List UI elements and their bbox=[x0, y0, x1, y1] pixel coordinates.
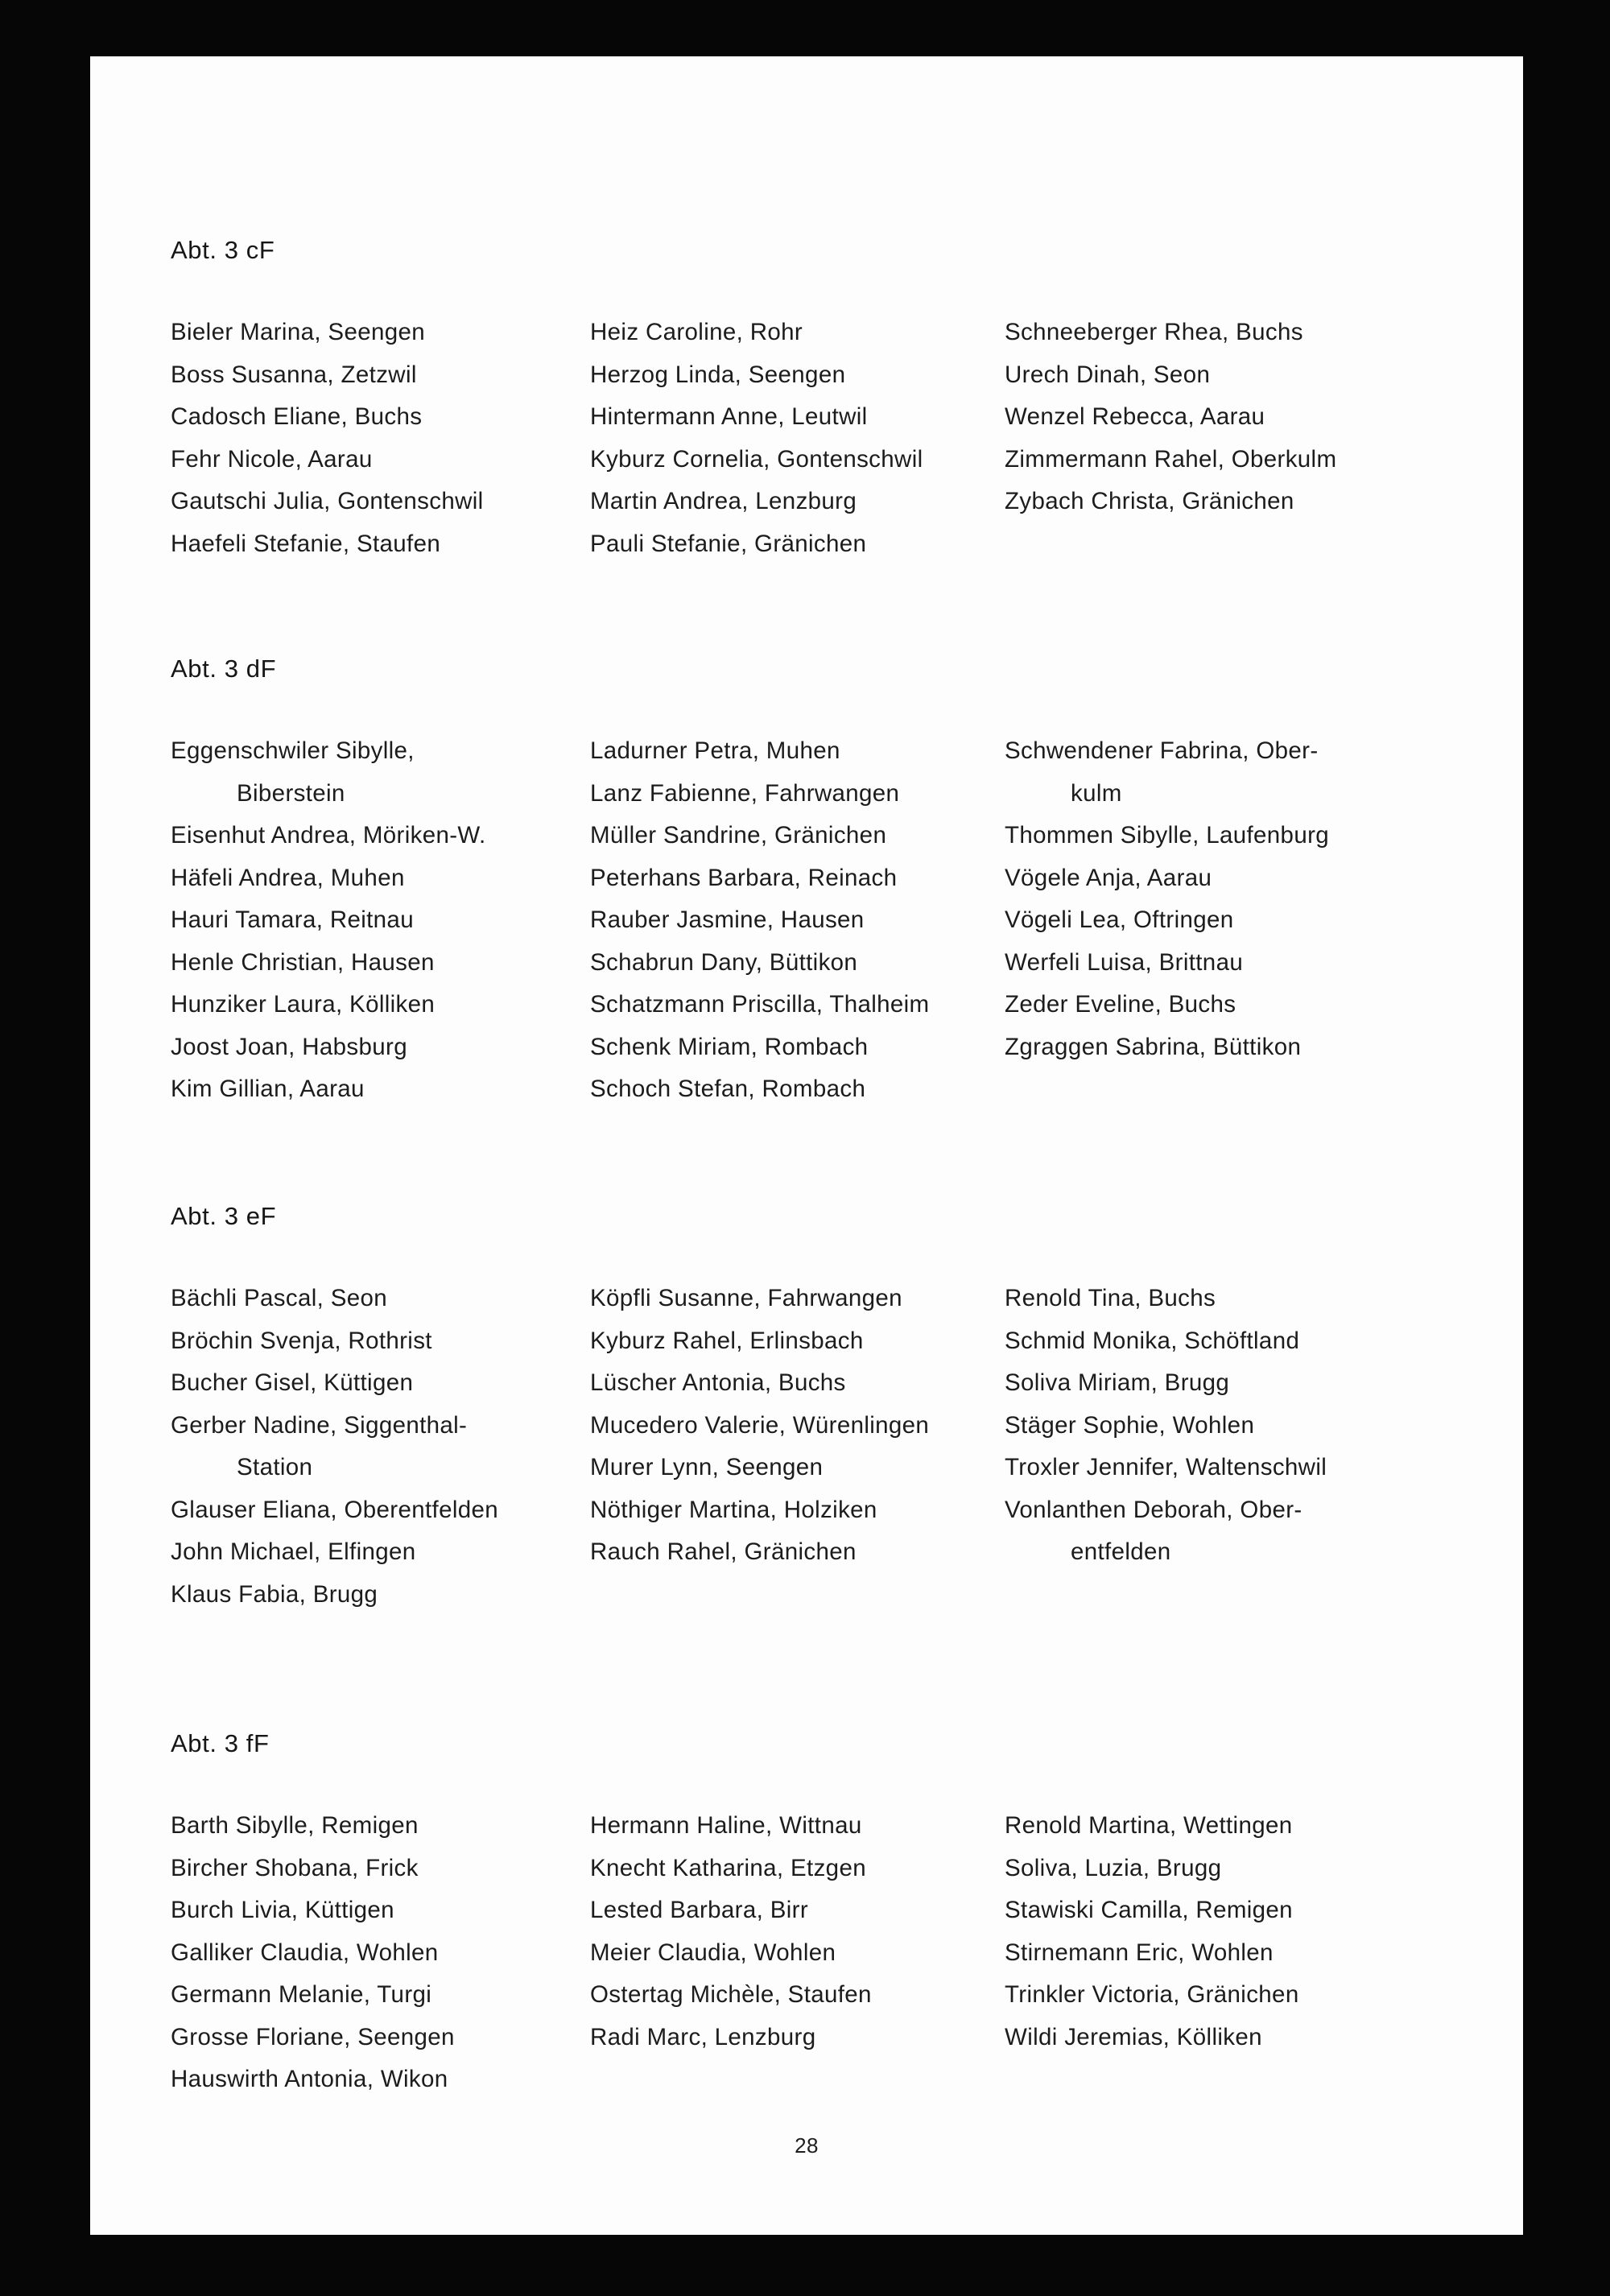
person-entry: Werfeli Luisa, Brittnau bbox=[1005, 948, 1244, 976]
person-entry: Eggenschwiler Sibylle, bbox=[171, 737, 415, 764]
person-entry: Lanz Fabienne, Fahrwangen bbox=[590, 779, 900, 807]
person-entry: Radi Marc, Lenzburg bbox=[590, 2023, 816, 2050]
person-entry: Hintermann Anne, Leutwil bbox=[590, 403, 868, 430]
person-entry: Ostertag Michèle, Staufen bbox=[590, 1981, 872, 2008]
person-entry: Schenk Miriam, Rombach bbox=[590, 1033, 869, 1060]
person-entry: Zybach Christa, Gränichen bbox=[1005, 488, 1294, 514]
document-page bbox=[90, 56, 1523, 2235]
person-entry: Bircher Shobana, Frick bbox=[171, 1854, 419, 1881]
name-column bbox=[1005, 730, 1423, 1068]
person-entry: Kyburz Cornelia, Gontenschwil bbox=[590, 445, 923, 473]
name-column bbox=[590, 1278, 1009, 1574]
person-entry: Bächli Pascal, Seon bbox=[171, 1285, 388, 1311]
person-entry: Bröchin Svenja, Rothrist bbox=[171, 1327, 432, 1354]
person-entry: Soliva, Luzia, Brugg bbox=[1005, 1854, 1222, 1881]
person-entry: Pauli Stefanie, Gränichen bbox=[590, 530, 867, 557]
name-column bbox=[590, 312, 1009, 565]
person-entry: Henle Christian, Hausen bbox=[171, 948, 435, 976]
person-entry: Renold Tina, Buchs bbox=[1005, 1285, 1216, 1311]
name-column bbox=[171, 1805, 589, 2101]
person-entry: Gautschi Julia, Gontenschwil bbox=[171, 488, 484, 514]
person-entry: Nöthiger Martina, Holziken bbox=[590, 1496, 877, 1523]
person-entry: Germann Melanie, Turgi bbox=[171, 1981, 432, 2008]
person-entry: Trinkler Victoria, Gränichen bbox=[1005, 1981, 1299, 2008]
person-entry: Fehr Nicole, Aarau bbox=[171, 445, 373, 473]
person-entry: Wildi Jeremias, Kölliken bbox=[1005, 2023, 1262, 2050]
person-entry: Troxler Jennifer, Waltenschwil bbox=[1005, 1454, 1327, 1480]
person-entry: Kim Gillian, Aarau bbox=[171, 1076, 365, 1102]
person-entry: Galliker Claudia, Wohlen bbox=[171, 1939, 439, 1966]
person-entry: Knecht Katharina, Etzgen bbox=[590, 1854, 866, 1881]
person-entry: Hauswirth Antonia, Wikon bbox=[171, 2066, 448, 2092]
person-entry: Martin Andrea, Lenzburg bbox=[590, 488, 857, 514]
person-entry: Stäger Sophie, Wohlen bbox=[1005, 1411, 1255, 1439]
person-entry: John Michael, Elfingen bbox=[171, 1538, 416, 1565]
person-entry: Joost Joan, Habsburg bbox=[171, 1033, 407, 1060]
section-title: Abt. 3 cF bbox=[171, 236, 275, 264]
person-entry: Schoch Stefan, Rombach bbox=[590, 1076, 866, 1102]
person-entry: Schmid Monika, Schöftland bbox=[1005, 1327, 1300, 1354]
person-entry: Ladurner Petra, Muhen bbox=[590, 737, 840, 764]
person-entry: Peterhans Barbara, Reinach bbox=[590, 864, 898, 891]
person-entry: Hermann Haline, Wittnau bbox=[590, 1812, 862, 1839]
section-abt-3-ff bbox=[171, 1723, 1491, 2092]
person-entry: Soliva Miriam, Brugg bbox=[1005, 1369, 1230, 1396]
person-entry: Boss Susanna, Zetzwil bbox=[171, 361, 417, 388]
person-entry: Schatzmann Priscilla, Thalheim bbox=[590, 991, 930, 1018]
person-entry: Heiz Caroline, Rohr bbox=[590, 319, 803, 345]
person-entry: Zgraggen Sabrina, Büttikon bbox=[1005, 1033, 1302, 1060]
name-column bbox=[1005, 1805, 1423, 2059]
person-entry: Grosse Floriane, Seengen bbox=[171, 2023, 455, 2050]
person-entry: Rauber Jasmine, Hausen bbox=[590, 906, 865, 933]
person-entry: Häfeli Andrea, Muhen bbox=[171, 864, 405, 891]
person-entry: Lüscher Antonia, Buchs bbox=[590, 1369, 846, 1396]
person-entry: Barth Sibylle, Remigen bbox=[171, 1812, 419, 1839]
person-entry: Wenzel Rebecca, Aarau bbox=[1005, 403, 1265, 430]
person-entry-continuation: entfelden bbox=[1071, 1538, 1171, 1565]
section-abt-3-df bbox=[171, 648, 1491, 1102]
name-column bbox=[171, 730, 589, 1111]
person-entry-continuation: Station bbox=[237, 1454, 313, 1480]
name-column bbox=[171, 1278, 589, 1616]
section-title: Abt. 3 fF bbox=[171, 1729, 270, 1757]
person-entry: Schabrun Dany, Büttikon bbox=[590, 948, 858, 976]
name-column bbox=[590, 1805, 1009, 2059]
section-abt-3-cf bbox=[171, 229, 1491, 557]
section-title: Abt. 3 eF bbox=[171, 1202, 277, 1230]
person-entry: Klaus Fabia, Brugg bbox=[171, 1580, 378, 1608]
person-entry: Schwendener Fabrina, Ober- bbox=[1005, 737, 1319, 764]
person-entry: Lested Barbara, Birr bbox=[590, 1897, 808, 1923]
person-entry: Urech Dinah, Seon bbox=[1005, 361, 1211, 388]
person-entry: Vonlanthen Deborah, Ober- bbox=[1005, 1496, 1302, 1523]
person-entry: Stawiski Camilla, Remigen bbox=[1005, 1897, 1293, 1923]
person-entry: Gerber Nadine, Siggenthal- bbox=[171, 1411, 468, 1439]
person-entry: Mucedero Valerie, Würenlingen bbox=[590, 1411, 930, 1439]
person-entry: Stirnemann Eric, Wohlen bbox=[1005, 1939, 1274, 1966]
person-entry: Zeder Eveline, Buchs bbox=[1005, 991, 1236, 1018]
person-entry: Schneeberger Rhea, Buchs bbox=[1005, 319, 1303, 345]
person-entry: Herzog Linda, Seengen bbox=[590, 361, 846, 388]
section-abt-3-ef bbox=[171, 1195, 1491, 1608]
person-entry: Zimmermann Rahel, Oberkulm bbox=[1005, 445, 1337, 473]
person-entry: Bucher Gisel, Küttigen bbox=[171, 1369, 414, 1396]
person-entry: Müller Sandrine, Gränichen bbox=[590, 822, 887, 849]
person-entry: Bieler Marina, Seengen bbox=[171, 319, 425, 345]
section-title: Abt. 3 dF bbox=[171, 655, 277, 683]
name-column bbox=[1005, 312, 1423, 523]
person-entry: Burch Livia, Küttigen bbox=[171, 1897, 394, 1923]
person-entry: Renold Martina, Wettingen bbox=[1005, 1812, 1293, 1839]
person-entry: Eisenhut Andrea, Möriken-W. bbox=[171, 822, 486, 849]
person-entry-continuation: kulm bbox=[1071, 779, 1122, 807]
person-entry: Haefeli Stefanie, Staufen bbox=[171, 530, 441, 557]
person-entry: Kyburz Rahel, Erlinsbach bbox=[590, 1327, 864, 1354]
name-column bbox=[171, 312, 589, 565]
person-entry-continuation: Biberstein bbox=[237, 779, 345, 807]
person-entry: Vögeli Lea, Oftringen bbox=[1005, 906, 1234, 933]
person-entry: Hauri Tamara, Reitnau bbox=[171, 906, 414, 933]
person-entry: Vögele Anja, Aarau bbox=[1005, 864, 1212, 891]
person-entry: Meier Claudia, Wohlen bbox=[590, 1939, 836, 1966]
name-column bbox=[590, 730, 1009, 1111]
page-number: 28 bbox=[795, 2133, 819, 2158]
person-entry: Köpfli Susanne, Fahrwangen bbox=[590, 1285, 902, 1311]
name-column bbox=[1005, 1278, 1423, 1574]
person-entry: Rauch Rahel, Gränichen bbox=[590, 1538, 857, 1565]
person-entry: Murer Lynn, Seengen bbox=[590, 1454, 824, 1480]
person-entry: Cadosch Eliane, Buchs bbox=[171, 403, 423, 430]
person-entry: Hunziker Laura, Kölliken bbox=[171, 991, 436, 1018]
person-entry: Glauser Eliana, Oberentfelden bbox=[171, 1496, 499, 1523]
person-entry: Thommen Sibylle, Laufenburg bbox=[1005, 822, 1330, 849]
